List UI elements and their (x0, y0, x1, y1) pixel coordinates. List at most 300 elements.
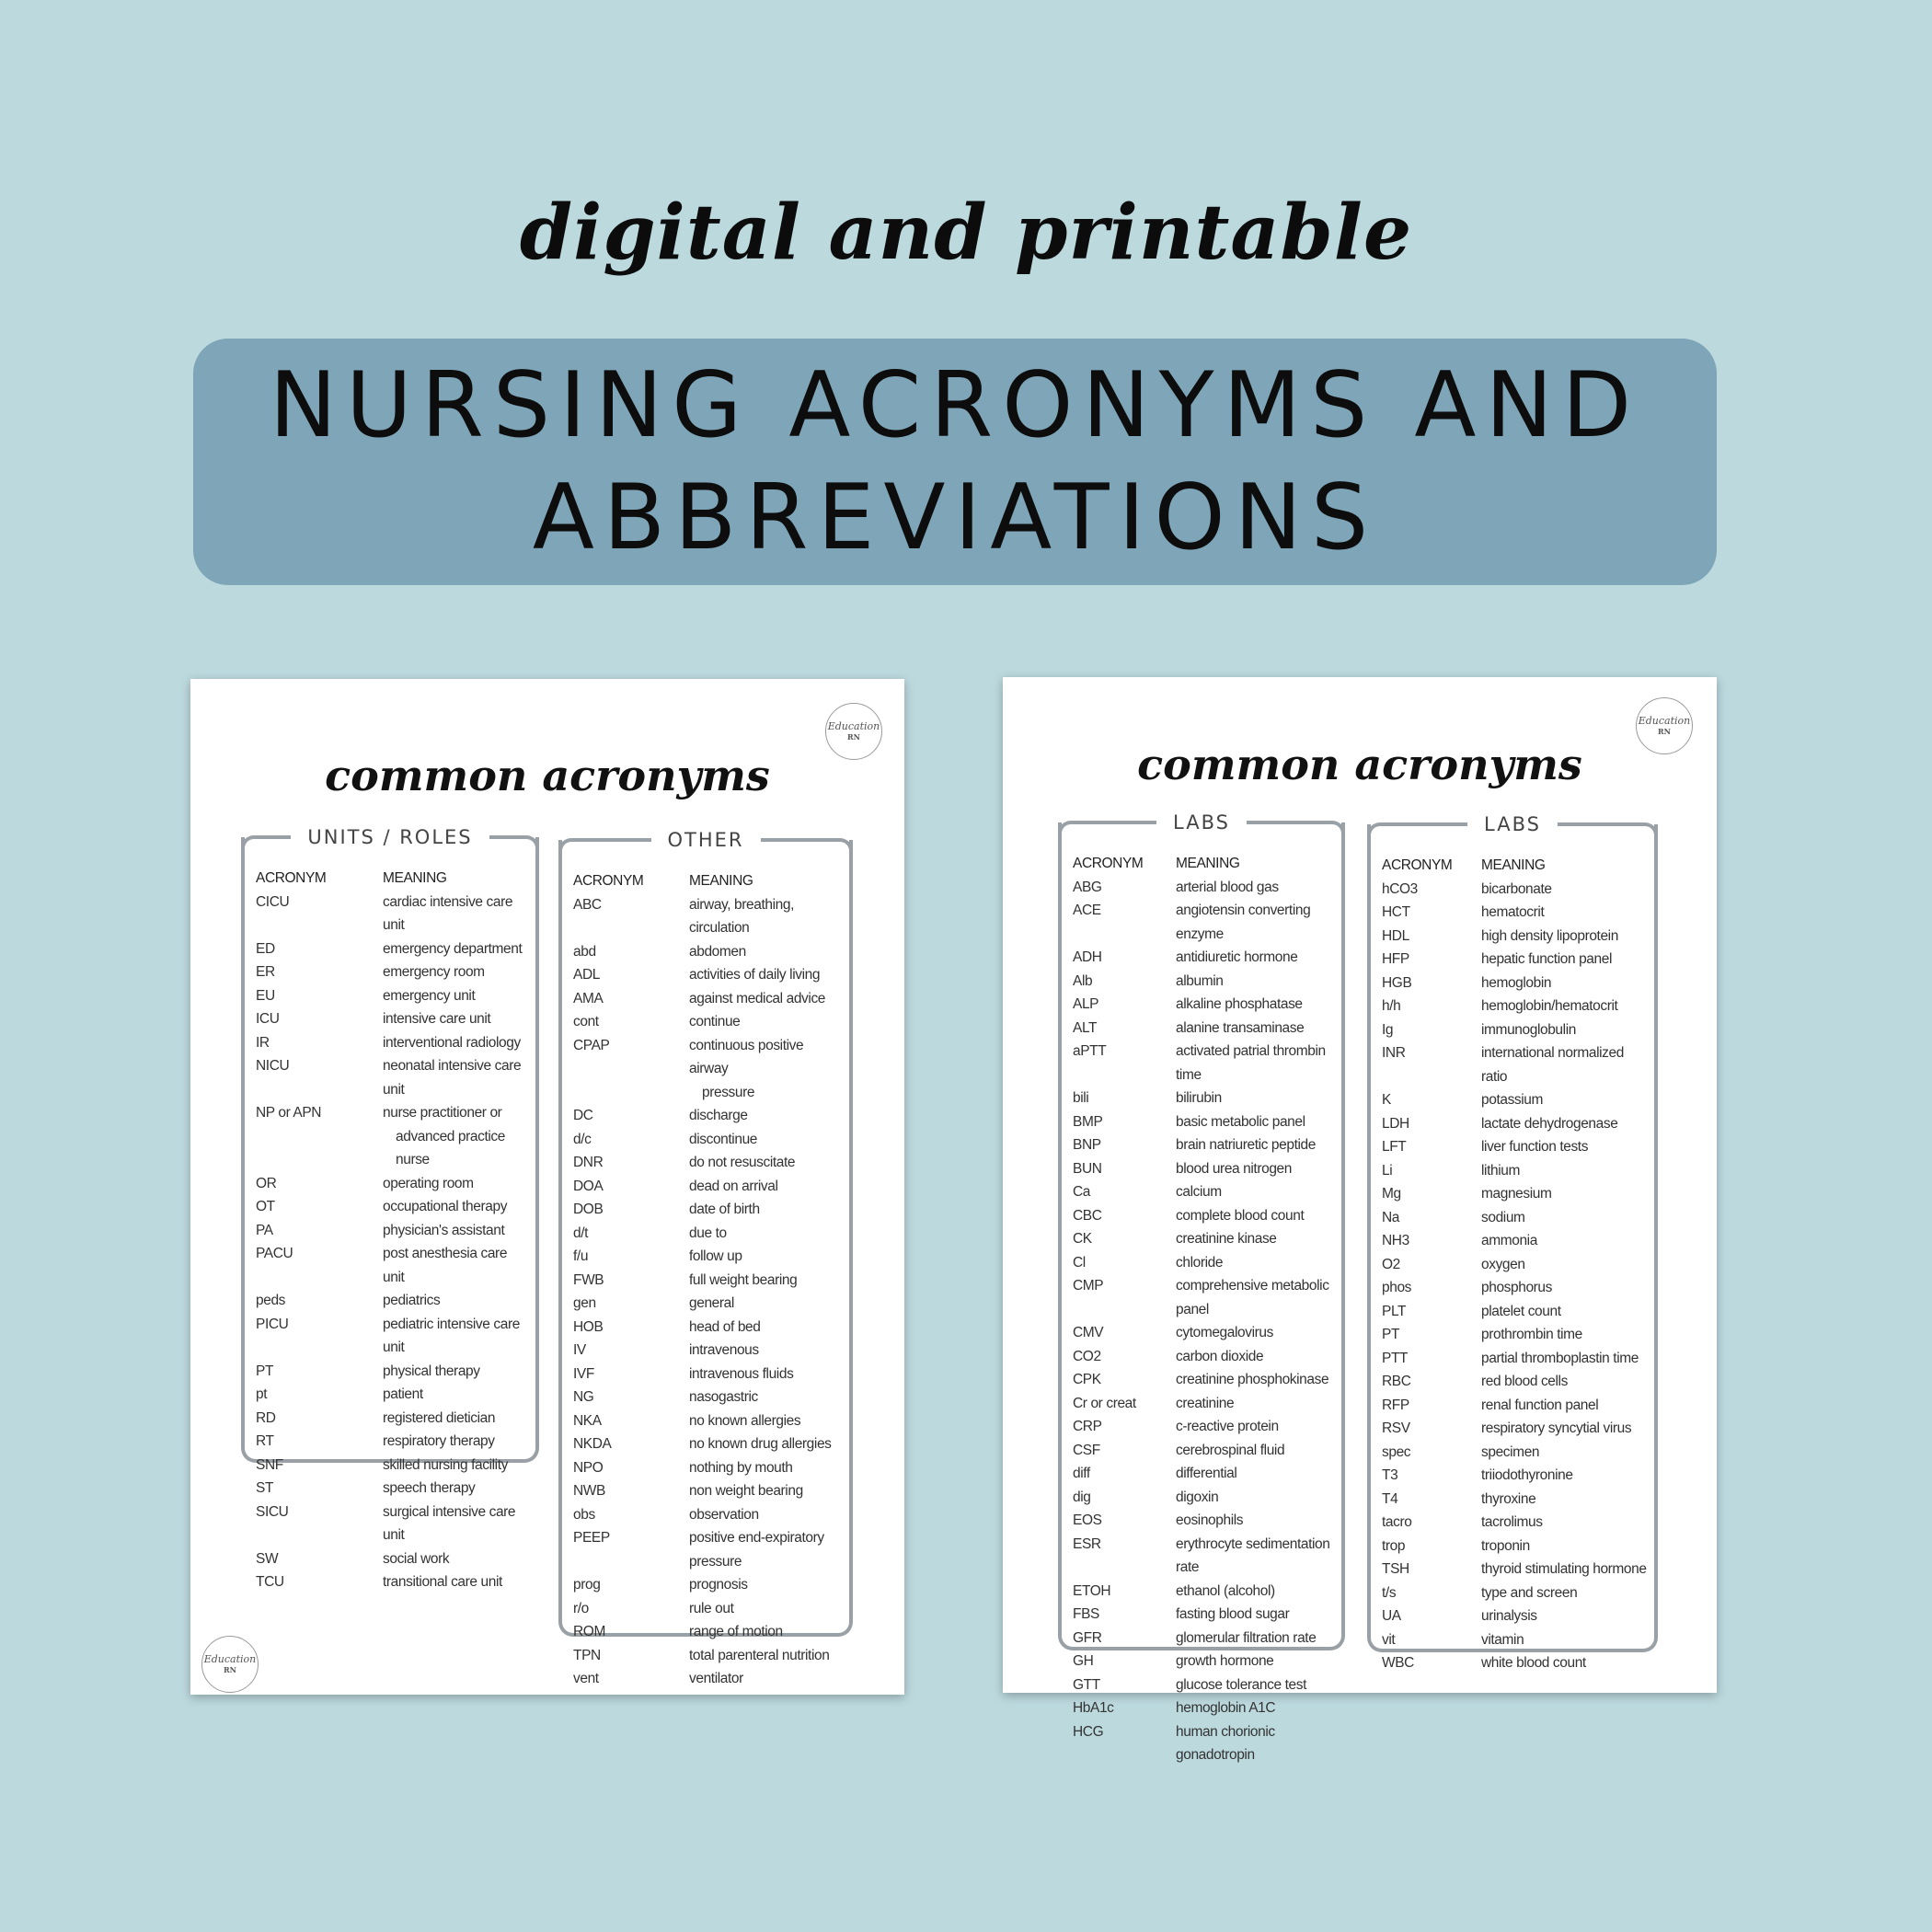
acronym-cell: PTT (1382, 1350, 1409, 1366)
acronym-row (1382, 1511, 1649, 1535)
panel-title: LABS (1484, 813, 1541, 835)
acronym-row (573, 1526, 844, 1573)
meaning-cell (383, 937, 530, 961)
acronym-cell: Alb (1073, 972, 1093, 989)
meaning-cell (1176, 899, 1336, 946)
meaning-text: respiratory therapy (383, 1433, 495, 1449)
meaning-text: creatinine kinase (1176, 1231, 1277, 1247)
acronym-row (1382, 1182, 1649, 1206)
meaning-cell (1176, 1110, 1336, 1134)
meaning-text: white blood count (1481, 1655, 1586, 1671)
acronym-row (256, 1547, 530, 1571)
meaning-text: head of bed (689, 1318, 761, 1335)
banner-title-line-2: ABBREVIATIONS (532, 466, 1378, 570)
acronym-row (1382, 1112, 1649, 1136)
acronym-cell: spec (1382, 1443, 1411, 1460)
column-header-row (1073, 852, 1336, 876)
acronym-row (256, 984, 530, 1008)
meaning-text: registered dietician (383, 1409, 496, 1426)
meaning-text: hemoglobin A1C (1176, 1700, 1276, 1716)
sheet-title: common acronyms (1137, 740, 1582, 789)
meaning-cell (1481, 1253, 1649, 1277)
meaning-cell (383, 1313, 530, 1360)
acronym-row (573, 1644, 844, 1668)
meaning-text: sodium (1481, 1209, 1525, 1225)
panel-other (558, 829, 853, 1686)
column-header-acronym: ACRONYM (573, 873, 644, 889)
meaning-text: chloride (1176, 1254, 1224, 1271)
acronym-cell: ICU (256, 1011, 280, 1027)
acronym-row (573, 1316, 844, 1340)
meaning-text: no known allergies (689, 1412, 801, 1429)
meaning-cell (689, 1503, 844, 1527)
acronym-cell: CPAP (573, 1037, 610, 1053)
acronym-cell: cont (573, 1014, 599, 1029)
acronym-cell: RFP (1382, 1397, 1409, 1413)
acronym-cell: TSH (1382, 1561, 1409, 1577)
meaning-text: creatinine phosphokinase (1176, 1372, 1329, 1387)
acronym-row (256, 1219, 530, 1243)
acronym-cell: HOB (573, 1318, 604, 1335)
meaning-cell (689, 1339, 844, 1363)
acronym-cell: O2 (1382, 1256, 1400, 1272)
meaning-text: renal function panel (1481, 1397, 1599, 1413)
acronym-row (1073, 1133, 1336, 1157)
meaning-cell (1176, 1439, 1336, 1463)
acronym-cell: LFT (1382, 1139, 1407, 1155)
acronym-cell: DNR (573, 1155, 604, 1170)
acronym-row (1382, 1464, 1649, 1488)
meaning-text: intravenous (689, 1342, 759, 1358)
meaning-cell (1481, 972, 1649, 995)
panel-header (241, 824, 539, 850)
meaning-text: emergency unit (383, 987, 476, 1004)
acronym-cell: prog (573, 1577, 601, 1593)
education-rn-logo-icon (201, 1636, 259, 1693)
meaning-cell (1176, 1627, 1336, 1650)
acronym-row (1073, 1696, 1336, 1720)
acronym-row (256, 1430, 530, 1454)
acronym-list (256, 867, 530, 1594)
meaning-text: bicarbonate (1481, 880, 1552, 897)
meaning-text: hemoglobin/hematocrit (1481, 998, 1618, 1014)
acronym-cell: ADL (573, 967, 600, 983)
acronym-cell: vent (573, 1671, 599, 1686)
acronym-row (256, 1101, 530, 1172)
logo-script: Education (1638, 715, 1691, 727)
meaning-text: occupational therapy (383, 1199, 508, 1214)
meaning-text: fasting blood sugar (1176, 1606, 1290, 1622)
meaning-text: vitamin (1481, 1631, 1524, 1648)
acronym-cell: Cl (1073, 1254, 1086, 1271)
meaning-cell (689, 1316, 844, 1340)
acronym-cell: OT (256, 1199, 275, 1214)
acronym-cell: SW (256, 1550, 279, 1567)
acronym-row (1073, 993, 1336, 1017)
acronym-list (1073, 852, 1336, 1767)
meaning-text: high density lipoprotein (1481, 927, 1618, 944)
meaning-cell (689, 1269, 844, 1293)
meaning-text: potassium (1481, 1092, 1544, 1108)
acronym-cell: Ca (1073, 1184, 1091, 1200)
meaning-cell (1481, 901, 1649, 925)
meaning-text: discharge (689, 1108, 748, 1123)
acronym-cell: NH3 (1382, 1233, 1409, 1248)
meaning-text: against medical advice (689, 990, 826, 1006)
acronym-row (573, 940, 844, 964)
column-header-meaning: MEANING (1176, 856, 1240, 871)
meaning-cell (689, 1573, 844, 1597)
meaning-text: social work (383, 1550, 450, 1567)
logo-script: Education (203, 1653, 257, 1665)
meaning-text: abdomen (689, 943, 746, 960)
meaning-cell (689, 1363, 844, 1386)
meaning-cell (1176, 1673, 1336, 1697)
meaning-cell (1176, 1603, 1336, 1627)
meaning-cell (383, 891, 530, 937)
meaning-text: thyroid stimulating hormone (1481, 1561, 1647, 1577)
acronym-row (1382, 925, 1649, 949)
acronym-row (256, 1360, 530, 1384)
acronym-row (1382, 972, 1649, 995)
acronym-row (573, 1456, 844, 1480)
meaning-cell (1481, 1159, 1649, 1183)
meaning-cell (689, 1034, 844, 1105)
acronym-row (573, 1503, 844, 1527)
acronym-row (1073, 1368, 1336, 1392)
meaning-text: prognosis (689, 1577, 748, 1593)
meaning-cell (383, 1501, 530, 1547)
meaning-text-continued: advanced practice nurse (396, 1128, 506, 1167)
acronym-row (1382, 1370, 1649, 1394)
meaning-cell (689, 1667, 844, 1691)
meaning-cell (383, 1219, 530, 1243)
meaning-cell (689, 1010, 844, 1034)
meaning-cell (383, 1430, 530, 1454)
acronym-row (256, 1195, 530, 1219)
acronym-row (1073, 1157, 1336, 1181)
acronym-row (573, 987, 844, 1011)
meaning-cell (1481, 1041, 1649, 1088)
meaning-text: total parenteral nutrition (689, 1647, 830, 1663)
acronym-row (1073, 1321, 1336, 1345)
meaning-cell (1176, 1415, 1336, 1439)
meaning-cell (1176, 1227, 1336, 1251)
acronym-row (256, 1454, 530, 1478)
acronym-cell: trop (1382, 1537, 1406, 1554)
meaning-text: pediatrics (383, 1293, 441, 1308)
acronym-cell: Na (1382, 1209, 1400, 1225)
meaning-text: red blood cells (1481, 1374, 1568, 1389)
acronym-cell: HbA1c (1073, 1700, 1114, 1716)
meaning-cell (1176, 876, 1336, 900)
acronym-row (1073, 1603, 1336, 1627)
column-header-meaning: MEANING (383, 870, 447, 886)
meaning-cell (1481, 1206, 1649, 1230)
acronym-cell: ETOH (1073, 1582, 1111, 1599)
acronym-cell: NG (573, 1389, 594, 1405)
panel-header (1367, 811, 1658, 837)
acronym-cell: abd (573, 943, 596, 960)
meaning-text: albumin (1176, 972, 1224, 989)
meaning-text: complete blood count (1176, 1207, 1305, 1224)
meaning-cell (1481, 1135, 1649, 1159)
acronym-cell: Ig (1382, 1021, 1394, 1038)
meaning-cell (383, 1570, 530, 1594)
acronym-cell: phos (1382, 1280, 1412, 1295)
meaning-text: blood urea nitrogen (1176, 1160, 1292, 1177)
acronym-row (573, 963, 844, 987)
acronym-row (1073, 1486, 1336, 1510)
acronym-row (1073, 1087, 1336, 1110)
meaning-cell (689, 1479, 844, 1503)
column-header-row (573, 869, 844, 893)
acronym-cell: SICU (256, 1503, 289, 1520)
acronym-row (256, 1477, 530, 1501)
acronym-row (1073, 1580, 1336, 1604)
acronym-row (573, 1597, 844, 1621)
acronym-cell: r/o (573, 1600, 589, 1616)
column-header-row (256, 867, 530, 891)
meaning-cell (689, 1526, 844, 1573)
acronym-row (256, 960, 530, 984)
acronym-cell: HCT (1382, 904, 1410, 920)
meaning-text: specimen (1481, 1443, 1540, 1460)
meaning-text: troponin (1481, 1537, 1530, 1554)
acronym-row (1073, 876, 1336, 900)
meaning-text: magnesium (1481, 1186, 1552, 1202)
acronym-cell: CMP (1073, 1278, 1104, 1294)
acronym-list (573, 869, 844, 1691)
meaning-text: respiratory syncytial virus (1481, 1420, 1632, 1436)
meaning-text: pediatric intensive care unit (383, 1316, 520, 1355)
acronym-cell: CO2 (1073, 1348, 1101, 1364)
meaning-text: type and screen (1481, 1584, 1578, 1601)
meaning-cell (689, 940, 844, 964)
meaning-text: activated patrial thrombin time (1176, 1043, 1326, 1083)
acronym-cell: PLT (1382, 1303, 1407, 1319)
meaning-cell (383, 1007, 530, 1031)
acronym-cell: ABC (573, 896, 602, 913)
meaning-cell (1176, 1040, 1336, 1087)
meaning-cell (1176, 1157, 1336, 1181)
panel-title: OTHER (667, 829, 744, 851)
meaning-cell (1176, 1486, 1336, 1510)
acronym-cell: IR (256, 1034, 270, 1051)
logo-script: Education (827, 720, 880, 732)
meaning-text: general (689, 1295, 734, 1311)
acronym-row (1073, 1462, 1336, 1486)
acronym-cell: diff (1073, 1466, 1090, 1481)
acronym-cell: Li (1382, 1162, 1393, 1179)
acronym-cell: RSV (1382, 1420, 1410, 1436)
acronym-cell: CK (1073, 1231, 1092, 1247)
acronym-row (256, 1007, 530, 1031)
meaning-cell (689, 1292, 844, 1316)
meaning-text: physical therapy (383, 1363, 480, 1379)
sheet-title: common acronyms (325, 751, 770, 800)
meaning-text: date of birth (689, 1202, 760, 1217)
meaning-cell (1176, 1345, 1336, 1369)
acronym-list (1382, 854, 1649, 1675)
acronym-cell: RD (256, 1409, 276, 1426)
acronym-cell: CMV (1073, 1325, 1104, 1340)
meaning-cell (1481, 1488, 1649, 1512)
acronym-cell: PACU (256, 1246, 293, 1261)
acronym-row (1073, 1673, 1336, 1697)
meaning-cell (1176, 1133, 1336, 1157)
meaning-text: hematocrit (1481, 904, 1545, 920)
meaning-cell (383, 1172, 530, 1196)
acronym-row (1073, 1227, 1336, 1251)
meaning-text: thyroxine (1481, 1490, 1536, 1507)
acronym-cell: RBC (1382, 1374, 1411, 1389)
meaning-text: comprehensive metabolic panel (1176, 1278, 1329, 1317)
acronym-cell: ST (256, 1480, 274, 1496)
acronym-row (573, 1386, 844, 1409)
meaning-text: post anesthesia care unit (383, 1246, 508, 1285)
acronym-cell: AMA (573, 990, 604, 1006)
acronym-row (1073, 899, 1336, 946)
acronym-cell: PA (256, 1222, 273, 1238)
meaning-cell (383, 1477, 530, 1501)
meaning-cell (1176, 1204, 1336, 1228)
acronym-cell: UA (1382, 1608, 1401, 1624)
acronym-row (573, 1034, 844, 1105)
acronym-cell: RT (256, 1433, 274, 1449)
acronym-row (1382, 1441, 1649, 1465)
meaning-text: c-reactive protein (1176, 1419, 1279, 1434)
acronym-row (1382, 1323, 1649, 1347)
meaning-text: observation (689, 1506, 759, 1523)
acronym-cell: h/h (1382, 998, 1401, 1014)
acronym-cell: PT (256, 1363, 274, 1379)
acronym-cell: SNF (256, 1456, 283, 1473)
meaning-text: differential (1176, 1466, 1237, 1481)
acronym-row (1073, 970, 1336, 994)
meaning-cell (1481, 1112, 1649, 1136)
acronym-cell: PT (1382, 1327, 1400, 1342)
meaning-text: full weight bearing (689, 1271, 798, 1288)
acronym-row (573, 1151, 844, 1175)
acronym-row (1073, 1627, 1336, 1650)
meaning-cell (689, 1245, 844, 1269)
acronym-cell: ROM (573, 1624, 605, 1639)
acronym-cell: d/c (573, 1131, 592, 1147)
acronym-row (1382, 1488, 1649, 1512)
acronym-row (573, 1222, 844, 1246)
acronym-cell: vit (1382, 1631, 1396, 1648)
acronym-cell: NWB (573, 1483, 605, 1499)
acronym-cell: HGB (1382, 974, 1412, 991)
acronym-cell: TCU (256, 1574, 284, 1590)
acronym-row (573, 1245, 844, 1269)
acronym-row (1073, 1509, 1336, 1533)
meaning-text: continue (689, 1014, 741, 1029)
meaning-text: operating room (383, 1175, 474, 1191)
acronym-row (1073, 1345, 1336, 1369)
meaning-text: do not resuscitate (689, 1155, 796, 1170)
acronym-cell: T3 (1382, 1467, 1398, 1483)
acronym-row (573, 1175, 844, 1199)
acronym-row (1073, 946, 1336, 970)
meaning-cell (1481, 995, 1649, 1018)
acronym-row (573, 1104, 844, 1128)
meaning-cell (1481, 878, 1649, 902)
meaning-text: non weight bearing (689, 1483, 803, 1499)
acronym-cell: NKDA (573, 1436, 612, 1452)
meaning-cell (1481, 925, 1649, 949)
meaning-cell (1481, 1088, 1649, 1112)
meaning-text: growth hormone (1176, 1653, 1274, 1669)
meaning-text: partial thromboplastin time (1481, 1350, 1639, 1366)
meaning-text: hepatic function panel (1481, 951, 1613, 967)
meaning-cell (1481, 1018, 1649, 1042)
meaning-cell (689, 1644, 844, 1668)
meaning-text: cardiac intensive care unit (383, 893, 513, 933)
acronym-row (573, 1409, 844, 1433)
meaning-text: human chorionic gonadotropin (1176, 1723, 1275, 1763)
meaning-text: range of motion (689, 1624, 783, 1639)
meaning-text: speech therapy (383, 1480, 476, 1496)
meaning-cell (1176, 993, 1336, 1017)
acronym-cell: dig (1073, 1489, 1091, 1505)
meaning-cell (1481, 1441, 1649, 1465)
meaning-text: digoxin (1176, 1489, 1219, 1505)
meaning-cell (1176, 946, 1336, 970)
acronym-cell: EOS (1073, 1512, 1102, 1528)
acronym-cell: BMP (1073, 1113, 1103, 1130)
acronym-row (256, 1289, 530, 1313)
acronym-row (573, 1363, 844, 1386)
meaning-cell (1176, 1580, 1336, 1604)
meaning-cell (1481, 1229, 1649, 1253)
panel-title: UNITS / ROLES (307, 826, 473, 848)
acronym-cell: bili (1073, 1090, 1089, 1106)
acronym-row (573, 1269, 844, 1293)
meaning-cell (689, 1456, 844, 1480)
meaning-text: nurse practitioner or (383, 1105, 502, 1121)
meaning-text: platelet count (1481, 1303, 1561, 1319)
meaning-text: surgical intensive care unit (383, 1503, 516, 1543)
meaning-cell (383, 1383, 530, 1407)
acronym-row (1073, 1204, 1336, 1228)
meaning-cell (383, 1360, 530, 1384)
acronym-row (1073, 1040, 1336, 1087)
logo-initials: RN (224, 1665, 236, 1674)
acronym-row (573, 1198, 844, 1222)
acronym-row (256, 1407, 530, 1431)
acronym-cell: DOB (573, 1202, 604, 1217)
meaning-cell (689, 1409, 844, 1433)
acronym-row (573, 1573, 844, 1597)
acronym-row (256, 1570, 530, 1594)
acronym-cell: HFP (1382, 951, 1409, 967)
meaning-text: hemoglobin (1481, 974, 1552, 991)
meaning-text: emergency room (383, 964, 485, 980)
meaning-cell (1176, 1462, 1336, 1486)
meaning-text: erythrocyte sedimentation rate (1176, 1535, 1330, 1575)
meaning-text: triiodothyronine (1481, 1467, 1573, 1483)
acronym-row (1073, 1180, 1336, 1204)
acronym-cell: tacro (1382, 1514, 1412, 1530)
meaning-cell (689, 1620, 844, 1644)
meaning-cell (689, 1386, 844, 1409)
meaning-text: skilled nursing facility (383, 1456, 508, 1473)
meaning-text: antidiuretic hormone (1176, 949, 1298, 965)
meaning-cell (1481, 1276, 1649, 1300)
acronym-row (1382, 1628, 1649, 1652)
